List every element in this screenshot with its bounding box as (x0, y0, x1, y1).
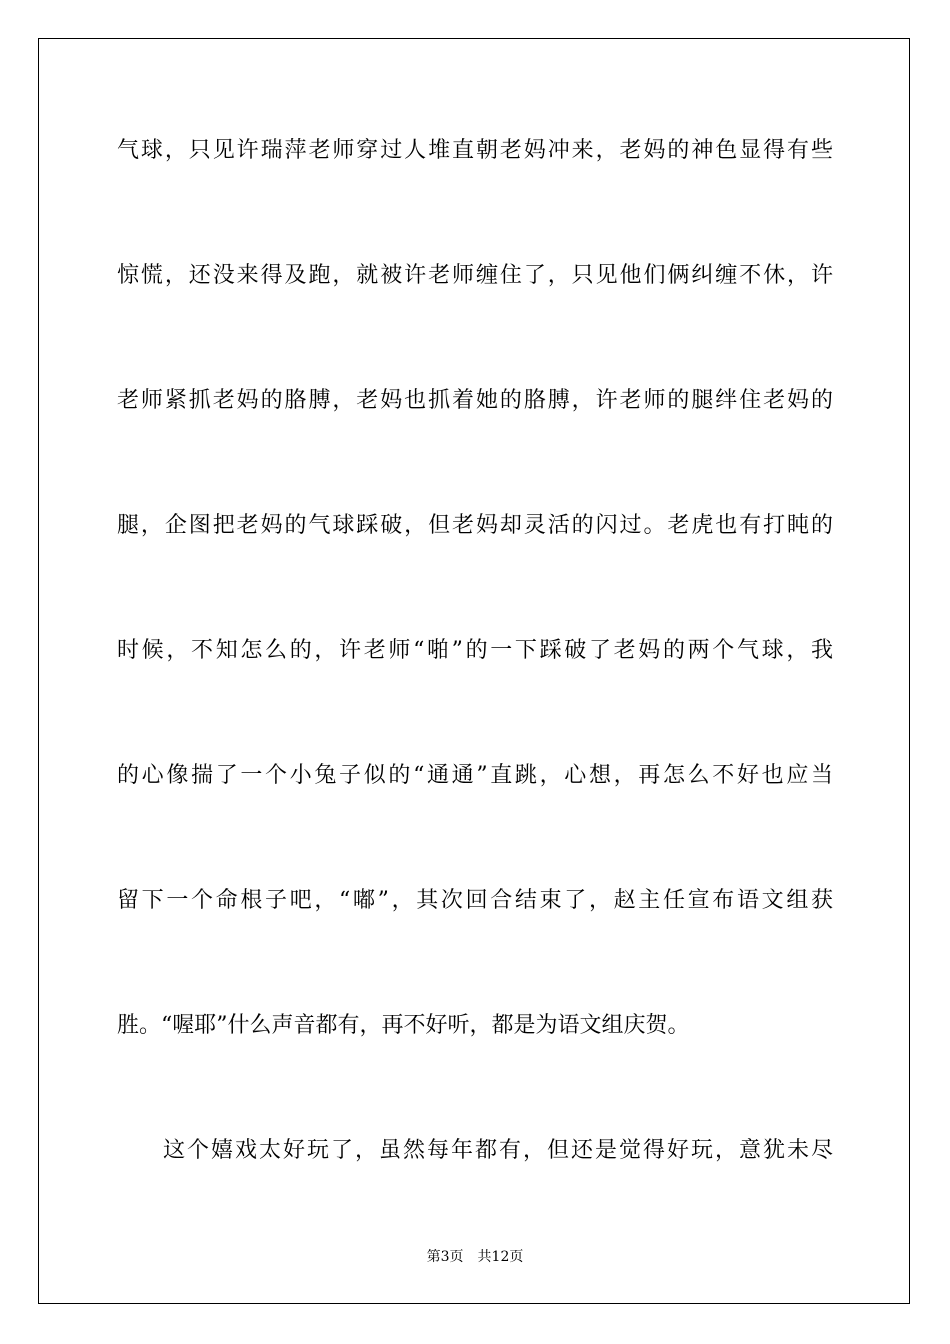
current-page-number: 第3页 (426, 1249, 464, 1265)
body-text-line-8: 胜。“喔耶”什么声音都有，再不好听，都是为语文组庆贺。 (117, 1013, 690, 1038)
body-text-line-5: 时候，不知怎么的，许老师“啪”的一下踩破了老妈的两个气球，我 (117, 638, 833, 663)
page-footer (0, 1248, 950, 1266)
page-border (38, 38, 910, 1304)
body-text-line-6: 的心像揣了一个小兔子似的“通通”直跳，心想，再怎么不好也应当 (117, 763, 833, 788)
body-text-line-1: 气球，只见许瑞萍老师穿过人堆直朝老妈冲来，老妈的神色显得有些 (117, 138, 833, 163)
body-text-line-3: 老师紧抓老妈的胳膊，老妈也抓着她的胳膊，许老师的腿绊住老妈的 (117, 388, 833, 413)
body-text-line-7: 留下一个命根子吧，“嘟”，其次回合结束了，赵主任宣布语文组获 (117, 888, 833, 913)
body-text-line-2: 惊慌，还没来得及跑，就被许老师缠住了，只见他们俩纠缠不休，许 (117, 263, 833, 288)
total-page-count: 共12页 (477, 1249, 524, 1265)
body-text-paragraph-start: 这个嬉戏太好玩了，虽然每年都有，但还是觉得好玩，意犹未尽 (163, 1138, 833, 1163)
body-text-line-4: 腿，企图把老妈的气球踩破，但老妈却灵活的闪过。老虎也有打盹的 (117, 513, 833, 538)
